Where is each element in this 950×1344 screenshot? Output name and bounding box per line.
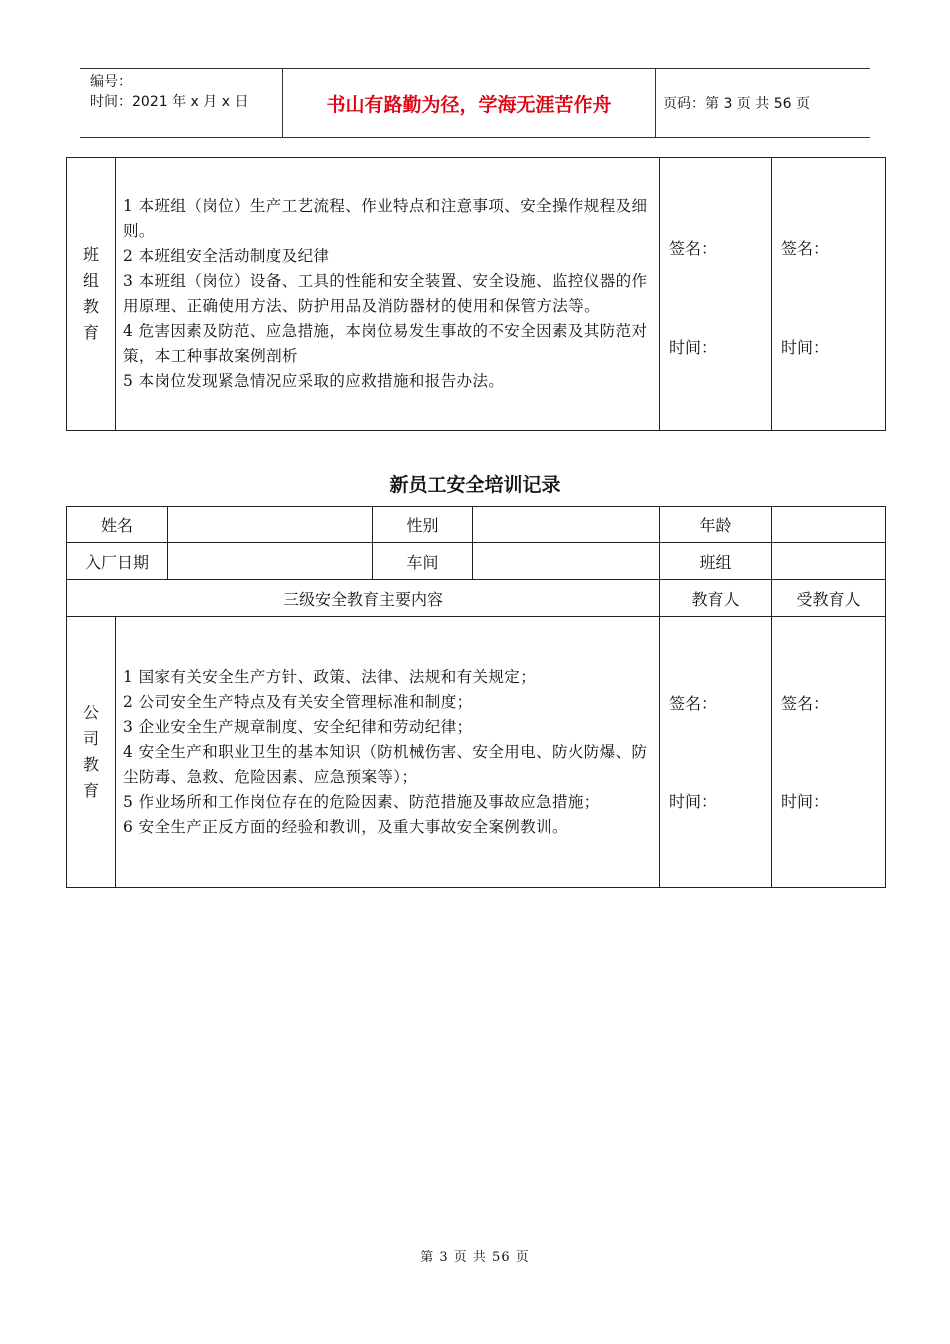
educator-time-label: 时间： bbox=[669, 792, 718, 811]
document-date: 时间：2021 年 x 月 x 日 bbox=[90, 94, 249, 110]
document-code: 编号： bbox=[90, 74, 132, 90]
gender-label: 性别 bbox=[373, 507, 473, 543]
company-education-content bbox=[116, 617, 660, 888]
name-label: 姓名 bbox=[67, 507, 168, 543]
list-item: 3 本班组（岗位）设备、工具的性能和安全装置、安全设施、监控仪器的作用原理、正确使用方法、防护用品及消防器材的使用和保管方法等。 bbox=[123, 272, 648, 315]
header-meta bbox=[90, 72, 248, 112]
team-label: 班组 bbox=[660, 543, 772, 580]
page-header bbox=[80, 68, 870, 138]
team-educator-signature-cell[interactable] bbox=[660, 158, 772, 431]
educator-header: 教育人 bbox=[660, 580, 772, 617]
educator-time-label: 时间： bbox=[669, 338, 718, 357]
age-label: 年龄 bbox=[660, 507, 772, 543]
header-page-number: 页码：第 3 页 共 56 页 bbox=[663, 96, 810, 112]
trainee-time-label: 时间： bbox=[781, 792, 830, 811]
list-item: 5 作业场所和工作岗位存在的危险因素、防范措施及事故应急措施； bbox=[123, 792, 600, 811]
list-item: 2 公司安全生产特点及有关安全管理标准和制度； bbox=[123, 692, 473, 711]
company-education-category: 公 司 教 育 bbox=[67, 617, 116, 888]
training-record-table bbox=[66, 506, 886, 888]
trainee-sign-label: 签名： bbox=[781, 694, 830, 713]
workshop-label: 车间 bbox=[373, 543, 473, 580]
team-education-table bbox=[66, 157, 886, 431]
page-footer: 第 3 页 共 56 页 bbox=[420, 1250, 530, 1265]
educator-sign-label: 签名： bbox=[669, 694, 718, 713]
list-item: 1 国家有关安全生产方针、政策、法律、法规和有关规定； bbox=[123, 667, 537, 686]
list-item: 5 本岗位发现紧急情况应采取的应救措施和报告办法。 bbox=[123, 372, 505, 390]
trainee-sign-label: 签名： bbox=[781, 239, 830, 258]
content-header: 三级安全教育主要内容 bbox=[67, 580, 660, 617]
trainee-time-label: 时间： bbox=[781, 338, 830, 357]
company-trainee-signature-cell[interactable] bbox=[772, 617, 886, 888]
entry-date-label: 入厂日期 bbox=[67, 543, 168, 580]
team-education-content bbox=[116, 158, 660, 431]
entry-date-field[interactable] bbox=[168, 543, 373, 580]
name-field[interactable] bbox=[168, 507, 373, 543]
gender-field[interactable] bbox=[473, 507, 660, 543]
list-item: 2 本班组安全活动制度及纪律 bbox=[123, 247, 330, 265]
record-title: 新员工安全培训记录 bbox=[389, 474, 561, 496]
list-item: 4 危害因素及防范、应急措施，本岗位易发生事故的不安全因素及其防范对策，本工种事故案例剖析 bbox=[123, 322, 648, 365]
workshop-field[interactable] bbox=[473, 543, 660, 580]
header-motto: 书山有路勤为径，学海无涯苦作舟 bbox=[326, 93, 612, 116]
team-trainee-signature-cell[interactable] bbox=[772, 158, 886, 431]
list-item: 6 安全生产正反方面的经验和教训，及重大事故安全案例教训。 bbox=[123, 817, 568, 836]
trainee-header: 受教育人 bbox=[772, 580, 886, 617]
age-field[interactable] bbox=[772, 507, 886, 543]
company-educator-signature-cell[interactable] bbox=[660, 617, 772, 888]
educator-sign-label: 签名： bbox=[669, 239, 718, 258]
list-item: 3 企业安全生产规章制度、安全纪律和劳动纪律； bbox=[123, 717, 473, 736]
list-item: 4 安全生产和职业卫生的基本知识（防机械伤害、安全用电、防火防爆、防尘防毒、急救、危险因素、应急预案等）； bbox=[123, 742, 648, 786]
team-education-category: 班 组 教 育 bbox=[67, 158, 116, 431]
list-item: 1 本班组（岗位）生产工艺流程、作业特点和注意事项、安全操作规程及细则。 bbox=[123, 197, 648, 240]
team-field[interactable] bbox=[772, 543, 886, 580]
